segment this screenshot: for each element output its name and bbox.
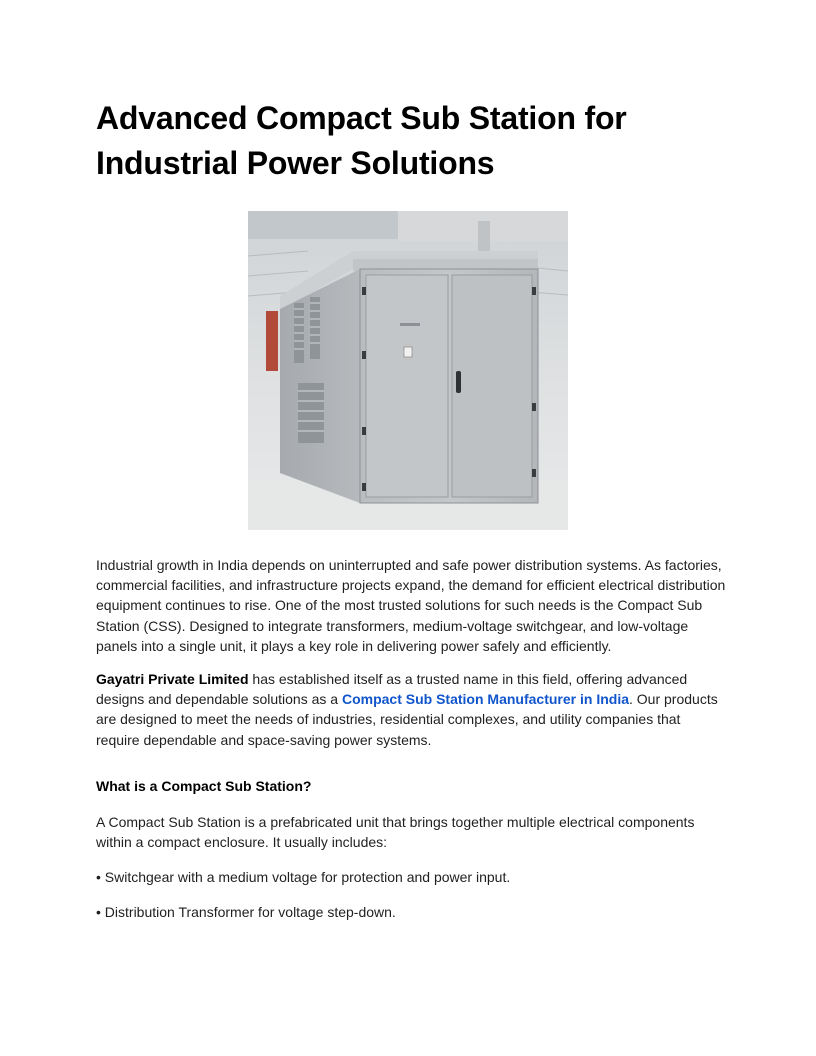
definition-paragraph: A Compact Sub Station is a prefabricated unit that brings together multiple electrical components within a compact enclosure. It usually includes:: [96, 813, 695, 851]
substation-illustration: [248, 211, 568, 530]
intro-paragraph: Industrial growth in India depends on uninterrupted and safe power distribution systems. As factories, commercial facilities, and infrastructure projects expand, the demand for efficient electrical distribution equipment continues to rise. One of the most trusted solutions for such needs is the Compact Sub Station (CSS). Designed to integrate transformers, medium-voltage switchgear, and low-voltage panels into a single unit, it plays a key role in delivering power safely and efficiently.: [96, 557, 726, 654]
section-heading: What is a Compact Sub Station?: [96, 777, 312, 794]
bullet-item-switchgear: • Switchgear with a medium voltage for protection and power input.: [96, 869, 511, 886]
company-text-after-link: . Our products are designed to meet the needs of industries, residential complexes, and utility companies that require dependable and space-saving power systems.: [96, 691, 718, 748]
company-text-before-link: has established itself as a trusted name in this field, offering advanced designs and dependable solutions as a: [96, 671, 688, 708]
document-page: [96, 96, 726, 923]
company-name: Gayatri Private Limited: [96, 671, 249, 688]
manufacturer-link[interactable]: Compact Sub Station Manufacturer in India: [341, 691, 629, 708]
compact-substation-photo: [248, 211, 568, 530]
company-paragraph: [96, 669, 726, 750]
page-title: Advanced Compact Sub Station for Industrial Power Solutions: [96, 100, 627, 181]
bullet-item-transformer: • Distribution Transformer for voltage step-down.: [96, 904, 396, 921]
